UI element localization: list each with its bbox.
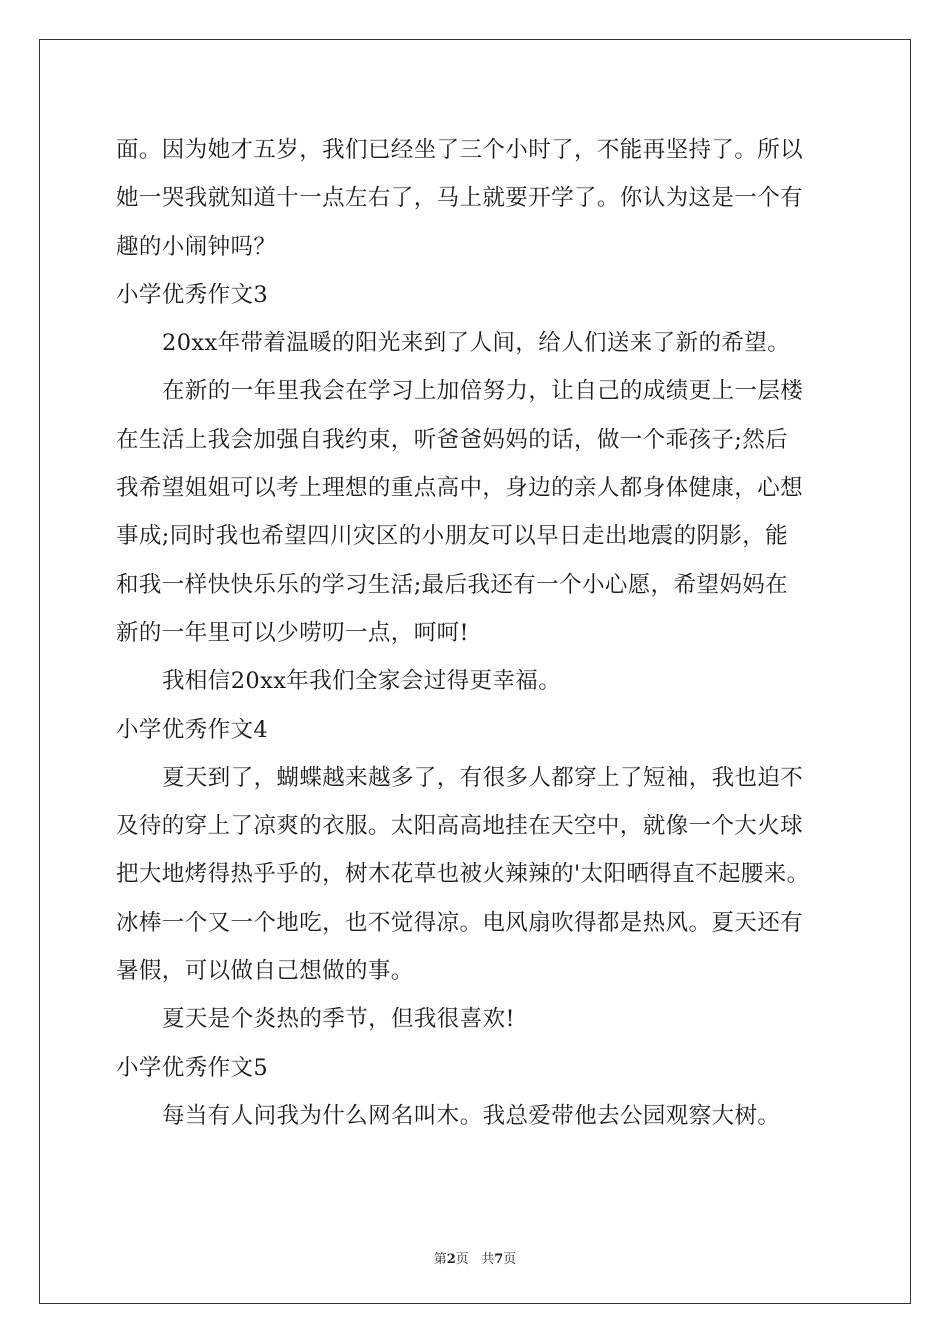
text-line: 夏天到了，蝴蝶越来越多了，有很多人都穿上了短袖，我也迫不 — [162, 764, 804, 791]
section-heading: 小学优秀作文5 — [116, 1054, 269, 1081]
text-line: 20xx年带着温暖的阳光来到了人间，给人们送来了新的希望。 — [162, 330, 791, 357]
text-line: 面。因为她才五岁，我们已经坐了三个小时了，不能再坚持了。所以 — [116, 137, 804, 163]
current-page-number: 2 — [446, 1252, 456, 1267]
total-page-number: 7 — [494, 1252, 504, 1267]
text-line: 她一哭我就知道十一点左右了，马上就要开学了。你认为这是一个有 — [116, 185, 804, 212]
text-line: 及待的穿上了凉爽的衣服。太阳高高地挂在天空中，就像一个大火球 — [116, 813, 804, 840]
page-footer — [0, 1248, 950, 1267]
text-line: 和我一样快快乐乐的学习生活;最后我还有一个小心愿，希望妈妈在 — [116, 571, 789, 598]
text-line: 我相信20xx年我们全家会过得更幸福。 — [162, 668, 562, 695]
text-line: 暑假，可以做自己想做的事。 — [116, 958, 414, 985]
footer-suffix: 页 — [503, 1252, 517, 1267]
text-line: 每当有人问我为什么网名叫木。我总爱带他去公园观察大树。 — [162, 1102, 781, 1129]
footer-prefix: 第 — [433, 1252, 447, 1267]
section-heading: 小学优秀作文4 — [116, 716, 269, 743]
text-line: 我希望姐姐可以考上理想的重点高中，身边的亲人都身体健康，心想 — [116, 475, 804, 502]
text-line: 在新的一年里我会在学习上加倍努力，让自己的成绩更上一层楼 — [162, 378, 804, 405]
text-line: 冰棒一个又一个地吃，也不觉得凉。电风扇吹得都是热风。夏天还有 — [116, 909, 804, 936]
document-body — [116, 126, 846, 1140]
text-line: 事成;同时我也希望四川灾区的小朋友可以早日走出地震的阴影，能 — [116, 523, 789, 550]
text-line: 新的一年里可以少唠叨一点，呵呵! — [116, 619, 469, 646]
text-line: 在生活上我会加强自我约束，听爸爸妈妈的话，做一个乖孩子;然后 — [116, 426, 789, 453]
section-heading: 小学优秀作文3 — [116, 281, 269, 308]
text-line: 夏天是个炎热的季节，但我很喜欢! — [162, 1006, 515, 1033]
text-line: 趣的小闹钟吗？ — [116, 233, 277, 260]
text-line: 把大地烤得热乎乎的，树木花草也被火辣辣的'太阳晒得直不起腰来。 — [116, 861, 810, 888]
footer-middle: 页 共 — [455, 1252, 495, 1267]
